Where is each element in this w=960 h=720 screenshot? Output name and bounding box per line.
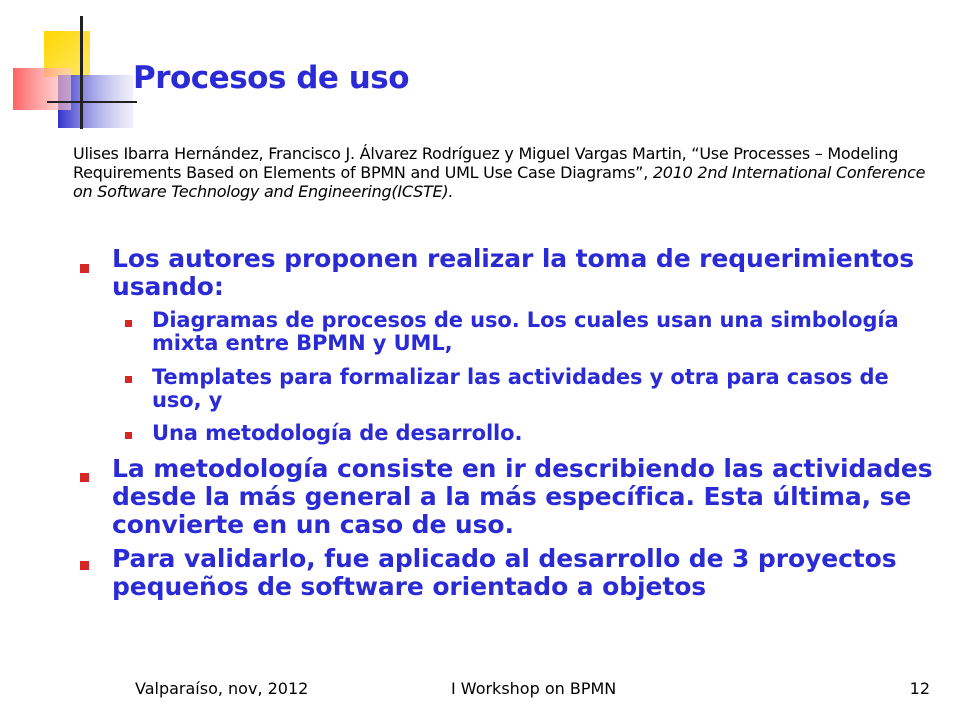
sub-bullet-item-1: Diagramas de procesos de uso. Los cuales usan una simbología mixta entre BPMN y UML, xyxy=(152,308,899,355)
citation-venue: 2010 2nd International Conference on Software Technology and Engineering(ICSTE). xyxy=(73,163,926,201)
sub-bullet-item-2: Templates para formalizar las actividades y otra para casos de uso, y xyxy=(152,365,889,412)
sub-bullet-marker xyxy=(125,376,132,383)
footer-event-name: I Workshop on BPMN xyxy=(451,679,617,698)
bullet-item-3: Para validarlo, fue aplicado al desarrollo de 3 proyectos pequeños de software orientado a objetos xyxy=(112,544,897,601)
bullet-marker xyxy=(80,473,89,482)
sub-bullet-marker xyxy=(125,432,132,439)
decorative-squares-logo xyxy=(0,0,140,140)
footer-location-date: Valparaíso, nov, 2012 xyxy=(135,679,309,698)
bullet-item-1: Los autores proponen realizar la toma de requerimientos usando: xyxy=(112,244,914,301)
citation-reference xyxy=(73,144,933,201)
bullet-item-2: La metodología consiste en ir describiendo las actividades desde la más general a la más específica. Esta última, se convierte en un caso de uso. xyxy=(112,454,933,539)
sub-bullet-marker xyxy=(125,320,132,327)
bullet-marker xyxy=(80,264,89,273)
citation-authors: Ulises Ibarra Hernández, Francisco J. Álvarez Rodríguez y Miguel Vargas Martin, “Use Processes – Modeling Requirements Based on Elements of BPMN and UML Use Case Diagrams”, xyxy=(73,144,899,182)
slide-page-number: 12 xyxy=(909,679,930,698)
sub-bullet-item-3: Una metodología de desarrollo. xyxy=(152,421,523,445)
bullet-marker xyxy=(80,561,89,570)
slide-title: Procesos de uso xyxy=(133,60,410,96)
